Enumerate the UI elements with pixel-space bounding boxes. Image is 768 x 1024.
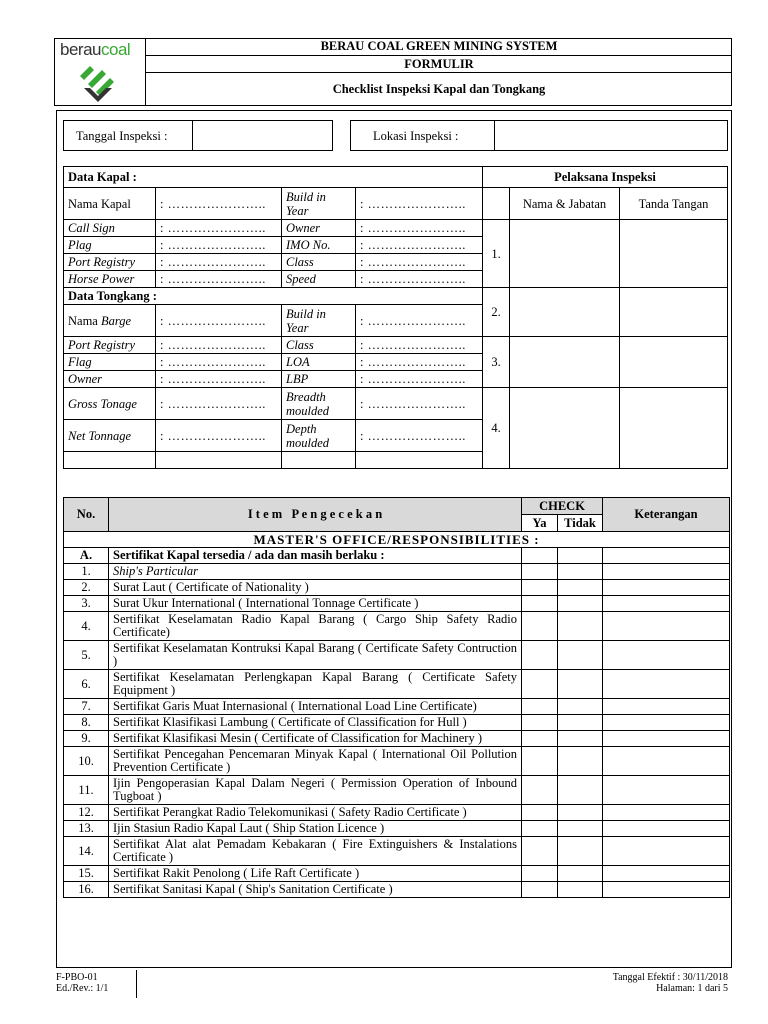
- lokasi-inspeksi-field[interactable]: [494, 120, 728, 151]
- checklist-row: [64, 805, 730, 821]
- page-number: Halaman: 1 dari 5: [656, 983, 728, 994]
- item-text: Sertifikat Garis Muat Internasional ( International Load Line Certificate): [109, 699, 522, 715]
- check-tidak-cell[interactable]: [558, 548, 603, 564]
- blank-cell: [282, 452, 356, 469]
- check-ya-cell[interactable]: [522, 776, 558, 805]
- field-build-year[interactable]: : …………………..: [356, 188, 483, 220]
- col-check-header: CHECK: [522, 498, 603, 515]
- logo-box: [54, 38, 146, 106]
- item-no: 8.: [64, 715, 109, 731]
- col-ya-header: Ya: [522, 515, 558, 532]
- check-ya-cell[interactable]: [522, 837, 558, 866]
- label-barge-flag: Flag: [64, 354, 156, 371]
- field-speed[interactable]: : …………………..: [356, 271, 483, 288]
- item-text: Sertifikat Klasifikasi Lambung ( Certificate of Classification for Hull ): [109, 715, 522, 731]
- label-build-year: Build in Year: [282, 188, 356, 220]
- field-barge-owner[interactable]: : …………………..: [156, 371, 282, 388]
- label-owner: Owner: [282, 220, 356, 237]
- keterangan-cell[interactable]: [603, 837, 730, 866]
- label-nama-barge: Nama Barge: [64, 305, 156, 337]
- field-gross-tonage[interactable]: : …………………..: [156, 388, 282, 420]
- checklist-table: [63, 497, 730, 898]
- footer-left: [56, 972, 108, 994]
- check-ya-cell[interactable]: [522, 805, 558, 821]
- check-ya-cell[interactable]: [522, 596, 558, 612]
- item-no: 14.: [64, 837, 109, 866]
- check-tidak-cell[interactable]: [558, 821, 603, 837]
- check-ya-cell[interactable]: [522, 564, 558, 580]
- label-net-tonnage: Net Tonnage: [64, 420, 156, 452]
- keterangan-cell[interactable]: [603, 596, 730, 612]
- checklist-row: [64, 580, 730, 596]
- item-no: 13.: [64, 821, 109, 837]
- logo-mark-icon: [76, 62, 122, 102]
- data-kapal-table: [63, 166, 728, 469]
- label-breadth-moulded: Breadth moulded: [282, 388, 356, 420]
- field-horse-power[interactable]: : …………………..: [156, 271, 282, 288]
- checklist-row: [64, 731, 730, 747]
- inspektor-1-ttd[interactable]: [620, 220, 728, 288]
- col-no-header: No.: [64, 498, 109, 532]
- item-text: Surat Laut ( Certificate of Nationality ): [109, 580, 522, 596]
- label-barge-class: Class: [282, 337, 356, 354]
- keterangan-cell[interactable]: [603, 670, 730, 699]
- check-ya-cell[interactable]: [522, 821, 558, 837]
- item-text: Sertifikat Pencegahan Pencemaran Minyak Kapal ( International Oil Pollution Prevention Certificate ): [109, 747, 522, 776]
- keterangan-cell[interactable]: [603, 805, 730, 821]
- keterangan-cell[interactable]: [603, 731, 730, 747]
- check-tidak-cell[interactable]: [558, 805, 603, 821]
- keterangan-cell[interactable]: [603, 641, 730, 670]
- label-gross-tonage: Gross Tonage: [64, 388, 156, 420]
- check-tidak-cell[interactable]: [558, 641, 603, 670]
- item-no: 12.: [64, 805, 109, 821]
- check-ya-cell[interactable]: [522, 612, 558, 641]
- label-barge-owner: Owner: [64, 371, 156, 388]
- effective-date: Tanggal Efektif : 30/11/2018: [612, 972, 728, 983]
- item-no: 7.: [64, 699, 109, 715]
- item-no: 16.: [64, 882, 109, 898]
- inspektor-3-ttd[interactable]: [620, 337, 728, 388]
- field-barge-flag[interactable]: : …………………..: [156, 354, 282, 371]
- footer-right: [560, 972, 728, 994]
- tanggal-inspeksi-field[interactable]: [192, 120, 333, 151]
- check-ya-cell[interactable]: [522, 747, 558, 776]
- label-speed: Speed: [282, 271, 356, 288]
- keterangan-cell[interactable]: [603, 564, 730, 580]
- label-call-sign: Call Sign: [64, 220, 156, 237]
- inspektor-no-1: 1.: [483, 220, 510, 288]
- item-text: Sertifikat Keselamatan Radio Kapal Barang ( Cargo Ship Safety Radio Certificate): [109, 612, 522, 641]
- check-tidak-cell[interactable]: [558, 699, 603, 715]
- field-barge-build-year[interactable]: : …………………..: [356, 305, 483, 337]
- item-text: Sertifikat Sanitasi Kapal ( Ship's Sanitation Certificate ): [109, 882, 522, 898]
- checklist-row: [64, 612, 730, 641]
- check-ya-cell[interactable]: [522, 699, 558, 715]
- check-tidak-cell[interactable]: [558, 580, 603, 596]
- check-tidak-cell[interactable]: [558, 866, 603, 882]
- form-code: F-PBO-01: [56, 972, 98, 983]
- inspektor-4-nama[interactable]: [510, 388, 620, 469]
- col-keterangan-header: Keterangan: [603, 498, 730, 532]
- field-barge-port-registry[interactable]: : …………………..: [156, 337, 282, 354]
- item-no: 2.: [64, 580, 109, 596]
- tanda-tangan-header: Tanda Tangan: [620, 188, 728, 220]
- field-nama-kapal[interactable]: : …………………..: [156, 188, 282, 220]
- keterangan-cell[interactable]: [603, 699, 730, 715]
- check-tidak-cell[interactable]: [558, 670, 603, 699]
- check-ya-cell[interactable]: [522, 882, 558, 898]
- label-depth-moulded: Depth moulded: [282, 420, 356, 452]
- item-no: 1.: [64, 564, 109, 580]
- check-tidak-cell[interactable]: [558, 596, 603, 612]
- checklist-row: [64, 776, 730, 805]
- label-port-registry: Port Registry: [64, 254, 156, 271]
- keterangan-cell[interactable]: [603, 882, 730, 898]
- checklist-row: [64, 821, 730, 837]
- check-tidak-cell[interactable]: [558, 837, 603, 866]
- checklist-row: [64, 747, 730, 776]
- label-barge-lbp: LBP: [282, 371, 356, 388]
- keterangan-cell[interactable]: [603, 580, 730, 596]
- item-no: 4.: [64, 612, 109, 641]
- keterangan-cell[interactable]: [603, 776, 730, 805]
- keterangan-cell[interactable]: [603, 866, 730, 882]
- check-tidak-cell[interactable]: [558, 564, 603, 580]
- check-tidak-cell[interactable]: [558, 776, 603, 805]
- check-ya-cell[interactable]: [522, 580, 558, 596]
- checklist-row: [64, 866, 730, 882]
- field-barge-class[interactable]: : …………………..: [356, 337, 483, 354]
- item-text: Sertifikat Keselamatan Perlengkapan Kapal Barang ( Certificate Safety Equipment ): [109, 670, 522, 699]
- check-ya-cell[interactable]: [522, 731, 558, 747]
- item-text: Ijin Pengoperasian Kapal Dalam Negeri ( Permission Operation of Inbound Tugboat ): [109, 776, 522, 805]
- checklist-row: [64, 837, 730, 866]
- item-text: Sertifikat Alat alat Pemadam Kebakaran ( Fire Extinguishers & Instalations Certificate ): [109, 837, 522, 866]
- form-revision: Ed./Rev.: 1/1: [56, 983, 109, 994]
- label-barge-build-year: Build in Year: [282, 305, 356, 337]
- check-tidak-cell[interactable]: [558, 612, 603, 641]
- item-no: 10.: [64, 747, 109, 776]
- field-class[interactable]: : …………………..: [356, 254, 483, 271]
- checklist-row: [64, 596, 730, 612]
- check-tidak-cell[interactable]: [558, 731, 603, 747]
- label-class: Class: [282, 254, 356, 271]
- inspektor-4-ttd[interactable]: [620, 388, 728, 469]
- group-no: A.: [64, 548, 109, 564]
- company-logo: beraucoal: [60, 40, 131, 59]
- inspektor-3-nama[interactable]: [510, 337, 620, 388]
- item-no: 9.: [64, 731, 109, 747]
- item-no: 5.: [64, 641, 109, 670]
- section-masters-office: MASTER'S OFFICE/RESPONSIBILITIES :: [64, 532, 730, 548]
- item-text: Ship's Particular: [109, 564, 522, 580]
- item-text: Surat Ukur International ( International Tonnage Certificate ): [109, 596, 522, 612]
- inspektor-1-nama[interactable]: [510, 220, 620, 288]
- keterangan-cell[interactable]: [603, 821, 730, 837]
- field-barge-lbp[interactable]: : …………………..: [356, 371, 483, 388]
- system-title: BERAU COAL GREEN MINING SYSTEM: [146, 38, 732, 56]
- field-barge-loa[interactable]: : …………………..: [356, 354, 483, 371]
- field-owner[interactable]: : …………………..: [356, 220, 483, 237]
- item-no: 15.: [64, 866, 109, 882]
- pelaksana-inspeksi-header: Pelaksana Inspeksi: [483, 167, 728, 188]
- item-no: 3.: [64, 596, 109, 612]
- inspektor-no-header: [483, 188, 510, 220]
- check-ya-cell[interactable]: [522, 715, 558, 731]
- check-tidak-cell[interactable]: [558, 882, 603, 898]
- footer-divider: [136, 970, 137, 998]
- field-net-tonnage[interactable]: : …………………..: [156, 420, 282, 452]
- section-data-tongkang: Data Tongkang :: [64, 288, 483, 305]
- blank-cell: [356, 452, 483, 469]
- checklist-row: [64, 564, 730, 580]
- checklist-row: [64, 670, 730, 699]
- label-imo: IMO No.: [282, 237, 356, 254]
- group-title: Sertifikat Kapal tersedia / ada dan masih berlaku :: [109, 548, 522, 564]
- item-text: Sertifikat Perangkat Radio Telekomunikasi ( Safety Radio Certificate ): [109, 805, 522, 821]
- form-title: Checklist Inspeksi Kapal dan Tongkang: [332, 82, 546, 96]
- blank-cell: [156, 452, 282, 469]
- tanggal-inspeksi-label: Tanggal Inspeksi :: [63, 120, 193, 151]
- form-type: FORMULIR: [146, 56, 732, 73]
- check-tidak-cell[interactable]: [558, 715, 603, 731]
- item-text: Sertifikat Rakit Penolong ( Life Raft Certificate ): [109, 866, 522, 882]
- check-ya-cell[interactable]: [522, 548, 558, 564]
- inspektor-no-2: 2.: [483, 288, 510, 337]
- field-imo[interactable]: : …………………..: [356, 237, 483, 254]
- label-barge-port-registry: Port Registry: [64, 337, 156, 354]
- checklist-row: [64, 882, 730, 898]
- check-tidak-cell[interactable]: [558, 747, 603, 776]
- inspektor-2-nama[interactable]: [510, 288, 620, 337]
- check-ya-cell[interactable]: [522, 866, 558, 882]
- field-nama-barge[interactable]: : …………………..: [156, 305, 282, 337]
- checklist-row: [64, 699, 730, 715]
- item-no: 11.: [64, 776, 109, 805]
- label-horse-power: Horse Power: [64, 271, 156, 288]
- inspektor-no-3: 3.: [483, 337, 510, 388]
- section-data-kapal: Data Kapal :: [64, 167, 483, 188]
- keterangan-cell[interactable]: [603, 548, 730, 564]
- checklist-row: [64, 641, 730, 670]
- lokasi-inspeksi-label: Lokasi Inspeksi :: [350, 120, 495, 151]
- field-plag[interactable]: : …………………..: [156, 237, 282, 254]
- keterangan-cell[interactable]: [603, 747, 730, 776]
- keterangan-cell[interactable]: [603, 612, 730, 641]
- label-barge-loa: LOA: [282, 354, 356, 371]
- nama-jabatan-header: Nama & Jabatan: [510, 188, 620, 220]
- field-call-sign[interactable]: : …………………..: [156, 220, 282, 237]
- check-ya-cell[interactable]: [522, 670, 558, 699]
- check-ya-cell[interactable]: [522, 641, 558, 670]
- item-text: Sertifikat Klasifikasi Mesin ( Certificate of Classification for Machinery ): [109, 731, 522, 747]
- item-text: Ijin Stasiun Radio Kapal Laut ( Ship Station Licence ): [109, 821, 522, 837]
- field-port-registry[interactable]: : …………………..: [156, 254, 282, 271]
- field-depth-moulded[interactable]: : …………………..: [356, 420, 483, 452]
- keterangan-cell[interactable]: [603, 715, 730, 731]
- field-breadth-moulded[interactable]: : …………………..: [356, 388, 483, 420]
- label-nama-kapal: Nama Kapal: [64, 188, 156, 220]
- blank-cell: [64, 452, 156, 469]
- inspektor-2-ttd[interactable]: [620, 288, 728, 337]
- item-text: Sertifikat Keselamatan Kontruksi Kapal Barang ( Certificate Safety Contruction ): [109, 641, 522, 670]
- checklist-row: [64, 715, 730, 731]
- col-tidak-header: Tidak: [558, 515, 603, 532]
- col-item-header: I t e m P e n g e c e k a n: [109, 498, 522, 532]
- item-no: 6.: [64, 670, 109, 699]
- inspektor-no-4: 4.: [483, 388, 510, 469]
- label-plag: Plag: [64, 237, 156, 254]
